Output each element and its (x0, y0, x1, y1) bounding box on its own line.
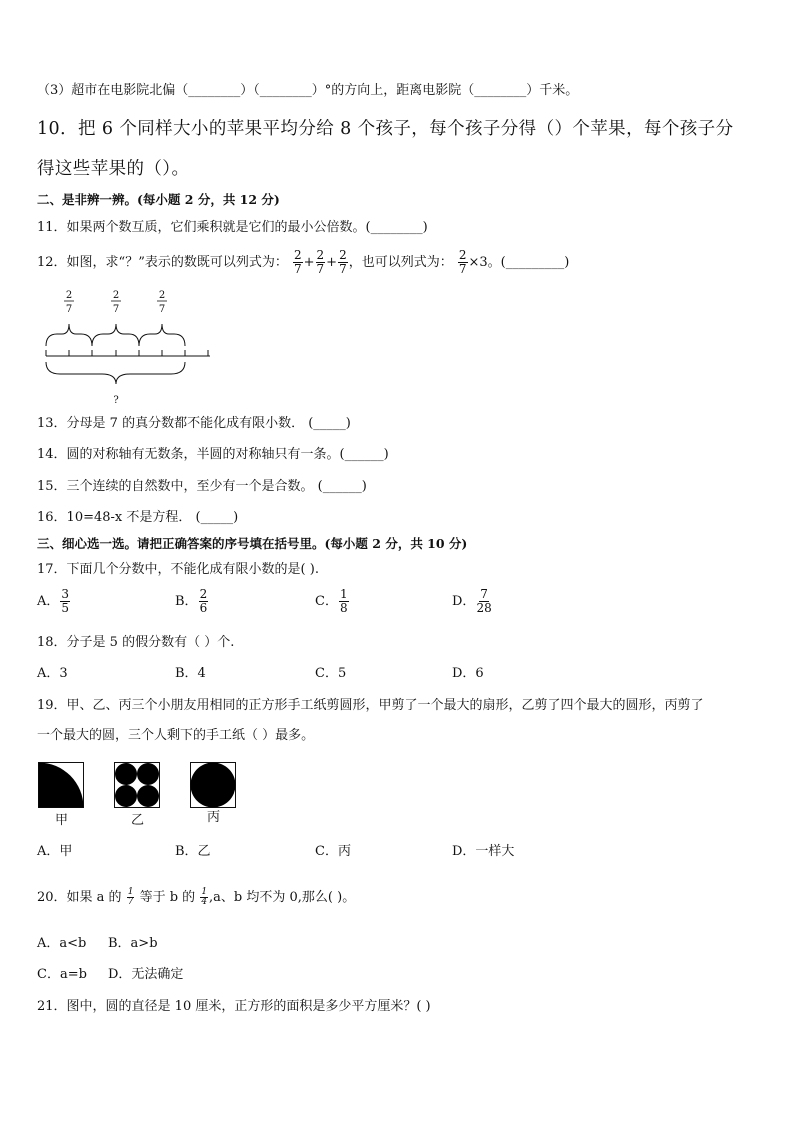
q19-option-a[interactable]: A．甲 (37, 844, 73, 859)
figure-label-jia: 甲 (55, 813, 69, 828)
q17-option-b[interactable] (175, 588, 209, 615)
denominator: 7 (339, 262, 347, 276)
q20-option-b[interactable]: B．a>b (108, 936, 158, 951)
denominator: 7 (316, 262, 325, 276)
q17-option-a[interactable] (37, 588, 71, 615)
denominator: 6 (199, 601, 208, 615)
question-20-part-a: 20．如果 a 的 (37, 890, 122, 905)
segment-label-num: 2 (112, 290, 120, 301)
figure-bing-circle (190, 762, 236, 808)
q17-option-c[interactable] (315, 588, 350, 615)
figure-yi-four-circles (114, 762, 160, 808)
segment-label-den: 7 (158, 304, 166, 315)
option-fraction (339, 588, 349, 615)
figure-label-yi: 乙 (131, 813, 145, 828)
denominator: 7 (293, 262, 302, 276)
question-21: 21．图中，圆的直径是 10 厘米，正方形的面积是多少平方厘米？( ) (37, 999, 431, 1014)
denominator: 5 (61, 601, 70, 615)
segment-label-den: 7 (65, 304, 73, 315)
q18-option-d[interactable]: D．6 (452, 666, 484, 681)
figure-jia-sector (38, 762, 84, 808)
segment-label-den: 7 (112, 304, 120, 315)
question-15: 15．三个连续的自然数中，至少有一个是合数。 (______) (37, 479, 367, 494)
question-16: 16．10=48-x 不是方程． (_____) (37, 510, 239, 525)
fraction-2-7 (316, 249, 326, 276)
question-11: 11．如果两个数互质，它们乘积就是它们的最小公倍数。(________) (37, 220, 428, 235)
question-12 (37, 248, 569, 278)
q20-option-c[interactable]: C．a=b (37, 967, 87, 982)
question-mark: ? (113, 395, 119, 406)
numerator: 3 (61, 587, 70, 601)
fraction-1-4 (200, 888, 208, 907)
numerator: 1 (127, 887, 134, 897)
denominator: 7 (127, 897, 134, 907)
section-3-heading: 三、细心选一选。请把正确答案的序号填在括号里。(每小题 2 分，共 10 分) (37, 536, 468, 551)
denominator: 28 (476, 601, 492, 615)
question-10-line-1: 10．把 6 个同样大小的苹果平均分给 8 个孩子，每个孩子分得（）个苹果，每个孩子分 (37, 119, 734, 139)
fraction-2-7 (293, 249, 303, 276)
numerator: 2 (339, 248, 347, 262)
option-fraction (199, 588, 209, 615)
q20-option-a[interactable]: A．a<b (37, 936, 87, 951)
fraction-1-7 (127, 888, 135, 907)
option-letter: C． (315, 594, 338, 609)
question-17: 17．下面几个分数中，不能化成有限小数的是( ). (37, 562, 319, 577)
question-19-line-2: 一个最大的圆，三个人剩下的手工纸（ ）最多。 (37, 728, 315, 743)
q18-option-a[interactable]: A．3 (37, 666, 68, 681)
question-10-line-2: 得这些苹果的（）。 (37, 159, 190, 179)
question-12-end: ×3。(_________) (468, 255, 570, 270)
numerator: 7 (480, 587, 488, 601)
numerator: 2 (458, 248, 467, 262)
question-20 (37, 886, 355, 910)
option-letter: A． (37, 594, 60, 609)
numerator: 1 (339, 587, 348, 601)
question-9-part-3: （3）超市在电影院北偏（________）（________）°的方向上，距离电影院（________）千米。 (37, 83, 579, 98)
q19-option-c[interactable]: C．丙 (315, 844, 351, 859)
question-12-middle: ，也可以列式为： (348, 255, 453, 270)
q18-option-c[interactable]: C．5 (315, 666, 347, 681)
segment-label-num: 2 (158, 290, 166, 301)
q19-option-d[interactable]: D．一样大 (452, 844, 515, 859)
numerator: 1 (201, 887, 208, 897)
question-12-prefix: 12．如图，求“？”表示的数既可以列式为： (37, 255, 288, 270)
fraction-2-7 (338, 249, 348, 276)
segment-diagram (40, 286, 220, 408)
plus-sign: + (326, 255, 338, 270)
plus-sign: + (303, 255, 315, 270)
denominator: 8 (339, 601, 348, 615)
option-letter: D． (452, 594, 476, 609)
question-19-line-1: 19．甲、乙、丙三个小朋友用相同的正方形手工纸剪圆形，甲剪了一个最大的扇形，乙剪了四个最大的圆形，丙剪了 (37, 698, 704, 713)
option-fraction (60, 588, 70, 615)
segment-label-num: 2 (65, 290, 73, 301)
question-20-part-b: 等于 b 的 (139, 890, 196, 905)
option-fraction (476, 588, 491, 615)
question-20-part-c: ,a、b 均不为 0,那么( )。 (209, 890, 356, 905)
question-18: 18．分子是 5 的假分数有（ ）个. (37, 635, 235, 650)
denominator: 7 (458, 262, 467, 276)
section-2-heading: 二、是非辨一辨。(每小题 2 分，共 12 分) (37, 192, 280, 207)
fraction-2-7 (458, 249, 468, 276)
option-letter: B． (175, 594, 198, 609)
question-14: 14．圆的对称轴有无数条，半圆的对称轴只有一条。(______) (37, 447, 389, 462)
numerator: 2 (199, 587, 208, 601)
numerator: 2 (293, 248, 302, 262)
numerator: 2 (316, 248, 325, 262)
q20-option-d[interactable]: D．无法确定 (108, 967, 184, 982)
q19-option-b[interactable]: B．乙 (175, 844, 211, 859)
q18-option-b[interactable]: B．4 (175, 666, 206, 681)
figure-label-bing: 丙 (207, 810, 221, 825)
q17-option-d[interactable] (452, 588, 493, 615)
denominator: 4 (201, 897, 208, 907)
question-13: 13．分母是 7 的真分数都不能化成有限小数． (_____) (37, 416, 351, 431)
